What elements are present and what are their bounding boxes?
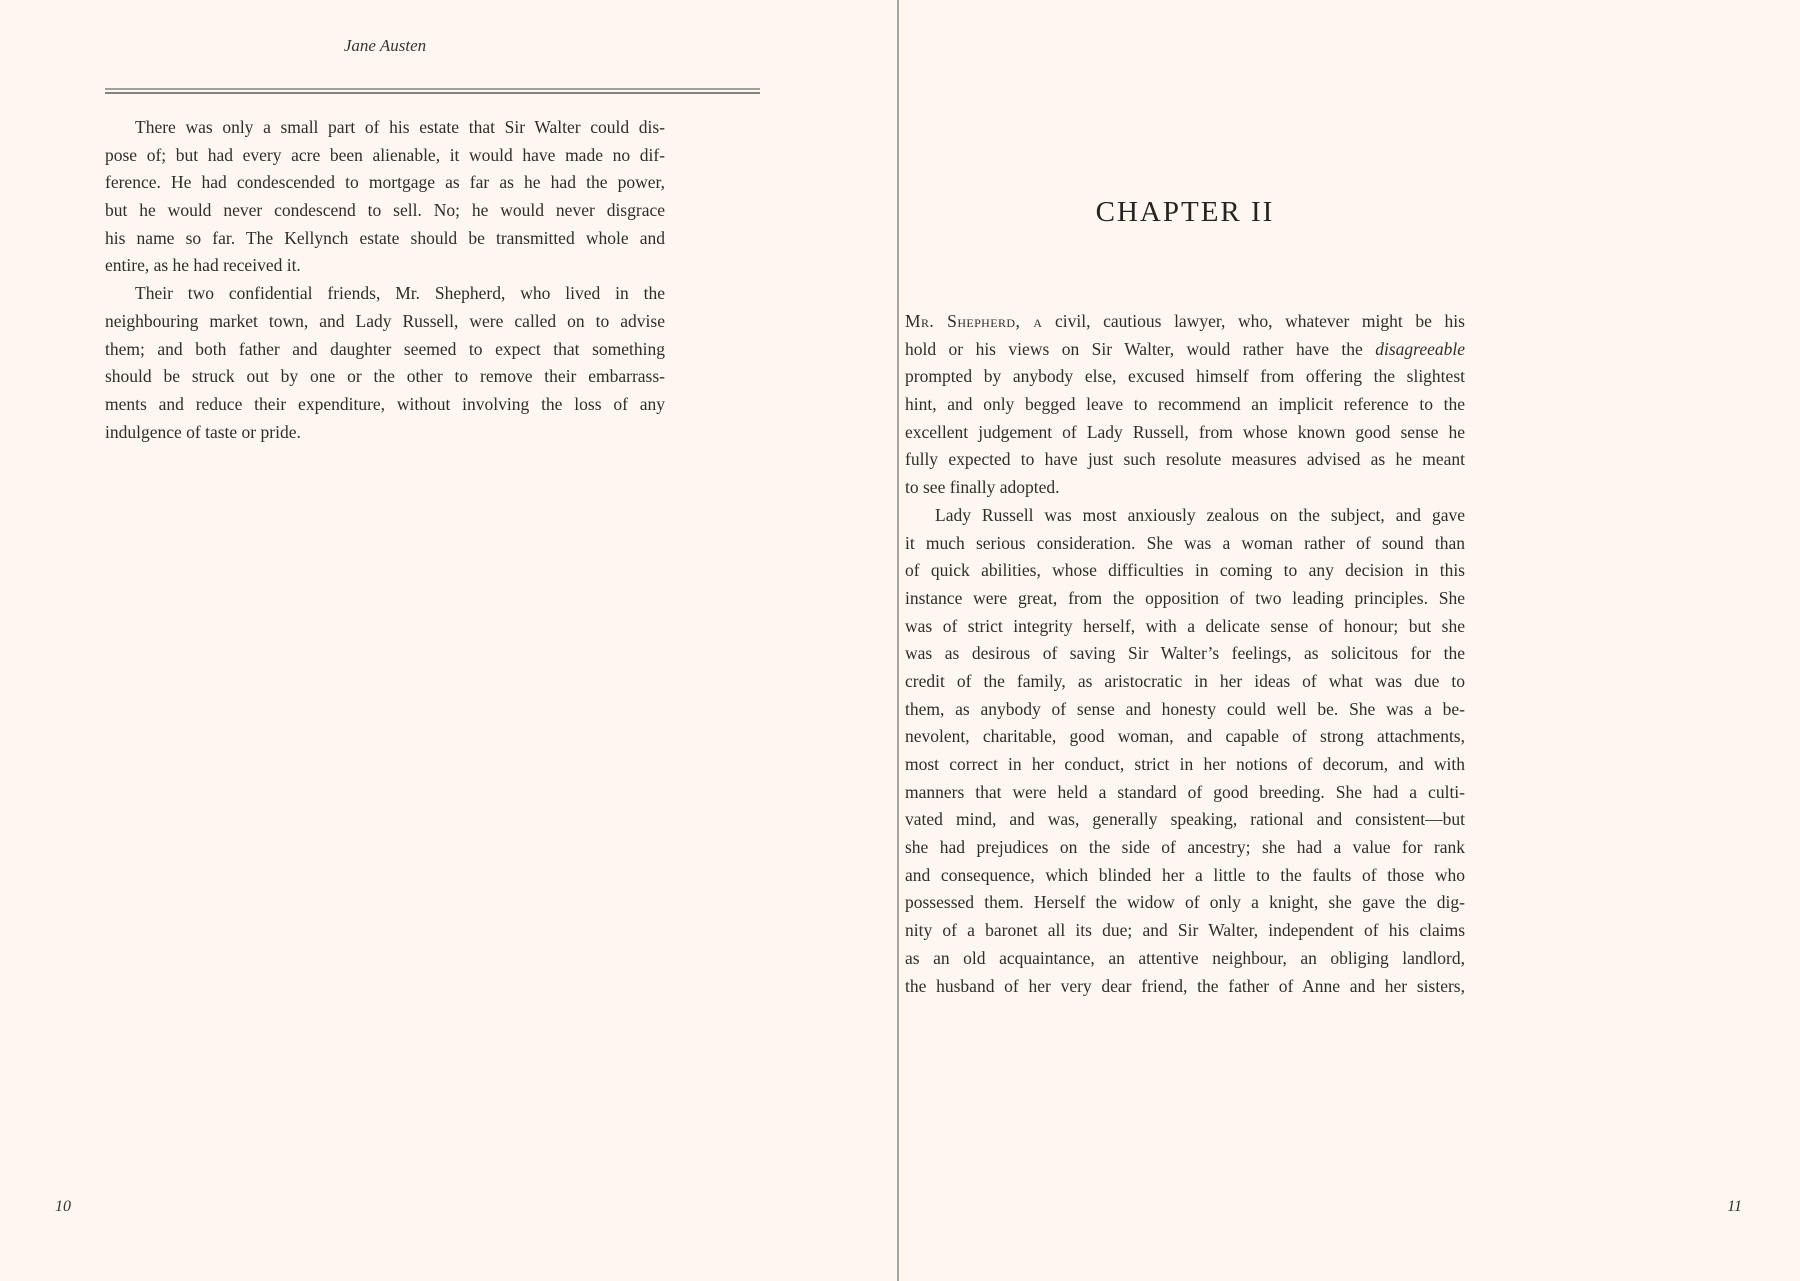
text-line bbox=[905, 530, 1465, 558]
paragraph bbox=[105, 280, 665, 446]
text-line bbox=[105, 308, 665, 336]
body-text: Lady Russell was most anxiously zealous on the subject, and gave bbox=[935, 504, 1465, 525]
text-line bbox=[905, 391, 1465, 419]
body-text: and consequence, which blinded her a little to the faults of those who bbox=[905, 864, 1465, 885]
paragraph bbox=[905, 502, 1465, 1000]
header-rule bbox=[105, 88, 760, 94]
body-text: pose of; but had every acre been alienable, it would have made no dif- bbox=[105, 144, 665, 165]
text-line bbox=[105, 336, 665, 364]
body-text: manners that were held a standard of good breeding. She had a culti- bbox=[905, 781, 1465, 802]
running-header: Jane Austen bbox=[343, 36, 427, 55]
body-text: of quick abilities, whose difficulties in coming to any decision in this bbox=[905, 560, 1465, 581]
right-page-number: 11 bbox=[1727, 1198, 1742, 1215]
text-line bbox=[105, 419, 665, 447]
text-line bbox=[905, 917, 1465, 945]
text-line bbox=[905, 640, 1465, 668]
body-text: excellent judgement of Lady Russell, from whose known good sense he bbox=[905, 421, 1465, 442]
text-line bbox=[905, 834, 1465, 862]
body-text: to see finally adopted. bbox=[905, 477, 1060, 498]
text-line bbox=[905, 363, 1465, 391]
body-text: was of strict integrity herself, with a delicate sense of honour; but she bbox=[905, 615, 1465, 636]
body-text: them; and both father and daughter seemed to expect that something bbox=[105, 338, 665, 359]
body-text: prompted by anybody else, excused himself from offering the slightest bbox=[905, 366, 1465, 387]
body-text: most correct in her conduct, strict in her notions of decorum, and with bbox=[905, 754, 1465, 774]
body-text: nevolent, charitable, good woman, and capable of strong attachments, bbox=[905, 726, 1465, 747]
body-text: them, as anybody of sense and honesty could well be. She was a be- bbox=[905, 698, 1465, 719]
text-line bbox=[105, 225, 665, 253]
text-line bbox=[105, 391, 665, 419]
chapter-heading: CHAPTER II bbox=[1095, 196, 1275, 228]
body-text: entire, as he had received it. bbox=[105, 255, 301, 276]
text-line bbox=[905, 973, 1465, 1001]
text-line bbox=[905, 336, 1465, 364]
text-line bbox=[905, 806, 1465, 834]
text-line bbox=[905, 862, 1465, 890]
body-text: his name so far. The Kellynch estate should be transmitted whole and bbox=[105, 227, 665, 248]
body-text: hint, and only begged leave to recommend an implicit reference to the bbox=[905, 394, 1465, 415]
body-text: should be struck out by one or the other to remove their embarrass- bbox=[105, 366, 665, 387]
body-text: Their two confidential friends, Mr. Shepherd, who lived in the bbox=[135, 283, 665, 304]
smallcaps-text: Mr. Shepherd, a bbox=[905, 311, 1043, 331]
text-line bbox=[905, 557, 1465, 585]
text-line bbox=[905, 751, 1465, 779]
text-line bbox=[105, 169, 665, 197]
right-page-text-block bbox=[905, 308, 1465, 1000]
left-page-text-block bbox=[105, 114, 665, 446]
body-text: ference. He had condescended to mortgage as far as he had the power, bbox=[105, 172, 665, 193]
body-text: ments and reduce their expenditure, without involving the loss of any bbox=[105, 393, 665, 414]
body-text: was as desirous of saving Sir Walter’s feelings, as solicitous for the bbox=[905, 643, 1465, 664]
body-text: but he would never condescend to sell. No; he would never disgrace bbox=[105, 200, 665, 221]
text-line bbox=[905, 696, 1465, 724]
text-line bbox=[905, 723, 1465, 751]
body-text: it much serious consideration. She was a woman rather of sound than bbox=[905, 532, 1465, 553]
body-text: credit of the family, as aristocratic in her ideas of what was due to bbox=[905, 670, 1465, 691]
body-text: indulgence of taste or pride. bbox=[105, 421, 301, 442]
paragraph bbox=[105, 114, 665, 280]
text-line bbox=[905, 446, 1465, 474]
body-text: the husband of her very dear friend, the father of Anne and her sisters, bbox=[905, 975, 1465, 996]
body-text: fully expected to have just such resolute measures advised as he meant bbox=[905, 449, 1465, 470]
body-text: civil, cautious lawyer, who, whatever might be his bbox=[1042, 311, 1465, 331]
body-text: she had prejudices on the side of ancestry; she had a value for rank bbox=[905, 837, 1465, 858]
text-line bbox=[105, 280, 665, 308]
body-text: as an old acquaintance, an attentive neighbour, an obliging landlord, bbox=[905, 947, 1465, 968]
text-line bbox=[905, 945, 1465, 973]
text-line bbox=[905, 613, 1465, 641]
body-text: nity of a baronet all its due; and Sir Walter, independent of his claims bbox=[905, 920, 1465, 941]
body-text: hold or his views on Sir Walter, would rather have the bbox=[905, 338, 1376, 359]
text-line bbox=[905, 419, 1465, 447]
paragraph bbox=[905, 308, 1465, 502]
body-text: instance were great, from the opposition of two leading principles. She bbox=[905, 587, 1465, 608]
text-line bbox=[105, 252, 665, 280]
text-line bbox=[105, 363, 665, 391]
text-line bbox=[905, 308, 1465, 336]
text-line bbox=[905, 502, 1465, 530]
italic-text: disagreeable bbox=[1375, 338, 1465, 359]
text-line bbox=[905, 668, 1465, 696]
body-text: neighbouring market town, and Lady Russell, were called on to advise bbox=[105, 310, 665, 331]
text-line bbox=[905, 585, 1465, 613]
left-page-number: 10 bbox=[55, 1198, 71, 1215]
text-line bbox=[905, 779, 1465, 807]
page-divider bbox=[897, 0, 899, 1281]
body-text: There was only a small part of his estate that Sir Walter could dis- bbox=[135, 117, 665, 137]
body-text: possessed them. Herself the widow of only a knight, she gave the dig- bbox=[905, 892, 1465, 913]
text-line bbox=[905, 889, 1465, 917]
body-text: vated mind, and was, generally speaking, rational and consistent—but bbox=[905, 809, 1465, 830]
text-line bbox=[905, 474, 1465, 502]
text-line bbox=[105, 114, 665, 142]
text-line bbox=[105, 197, 665, 225]
text-line bbox=[105, 142, 665, 170]
